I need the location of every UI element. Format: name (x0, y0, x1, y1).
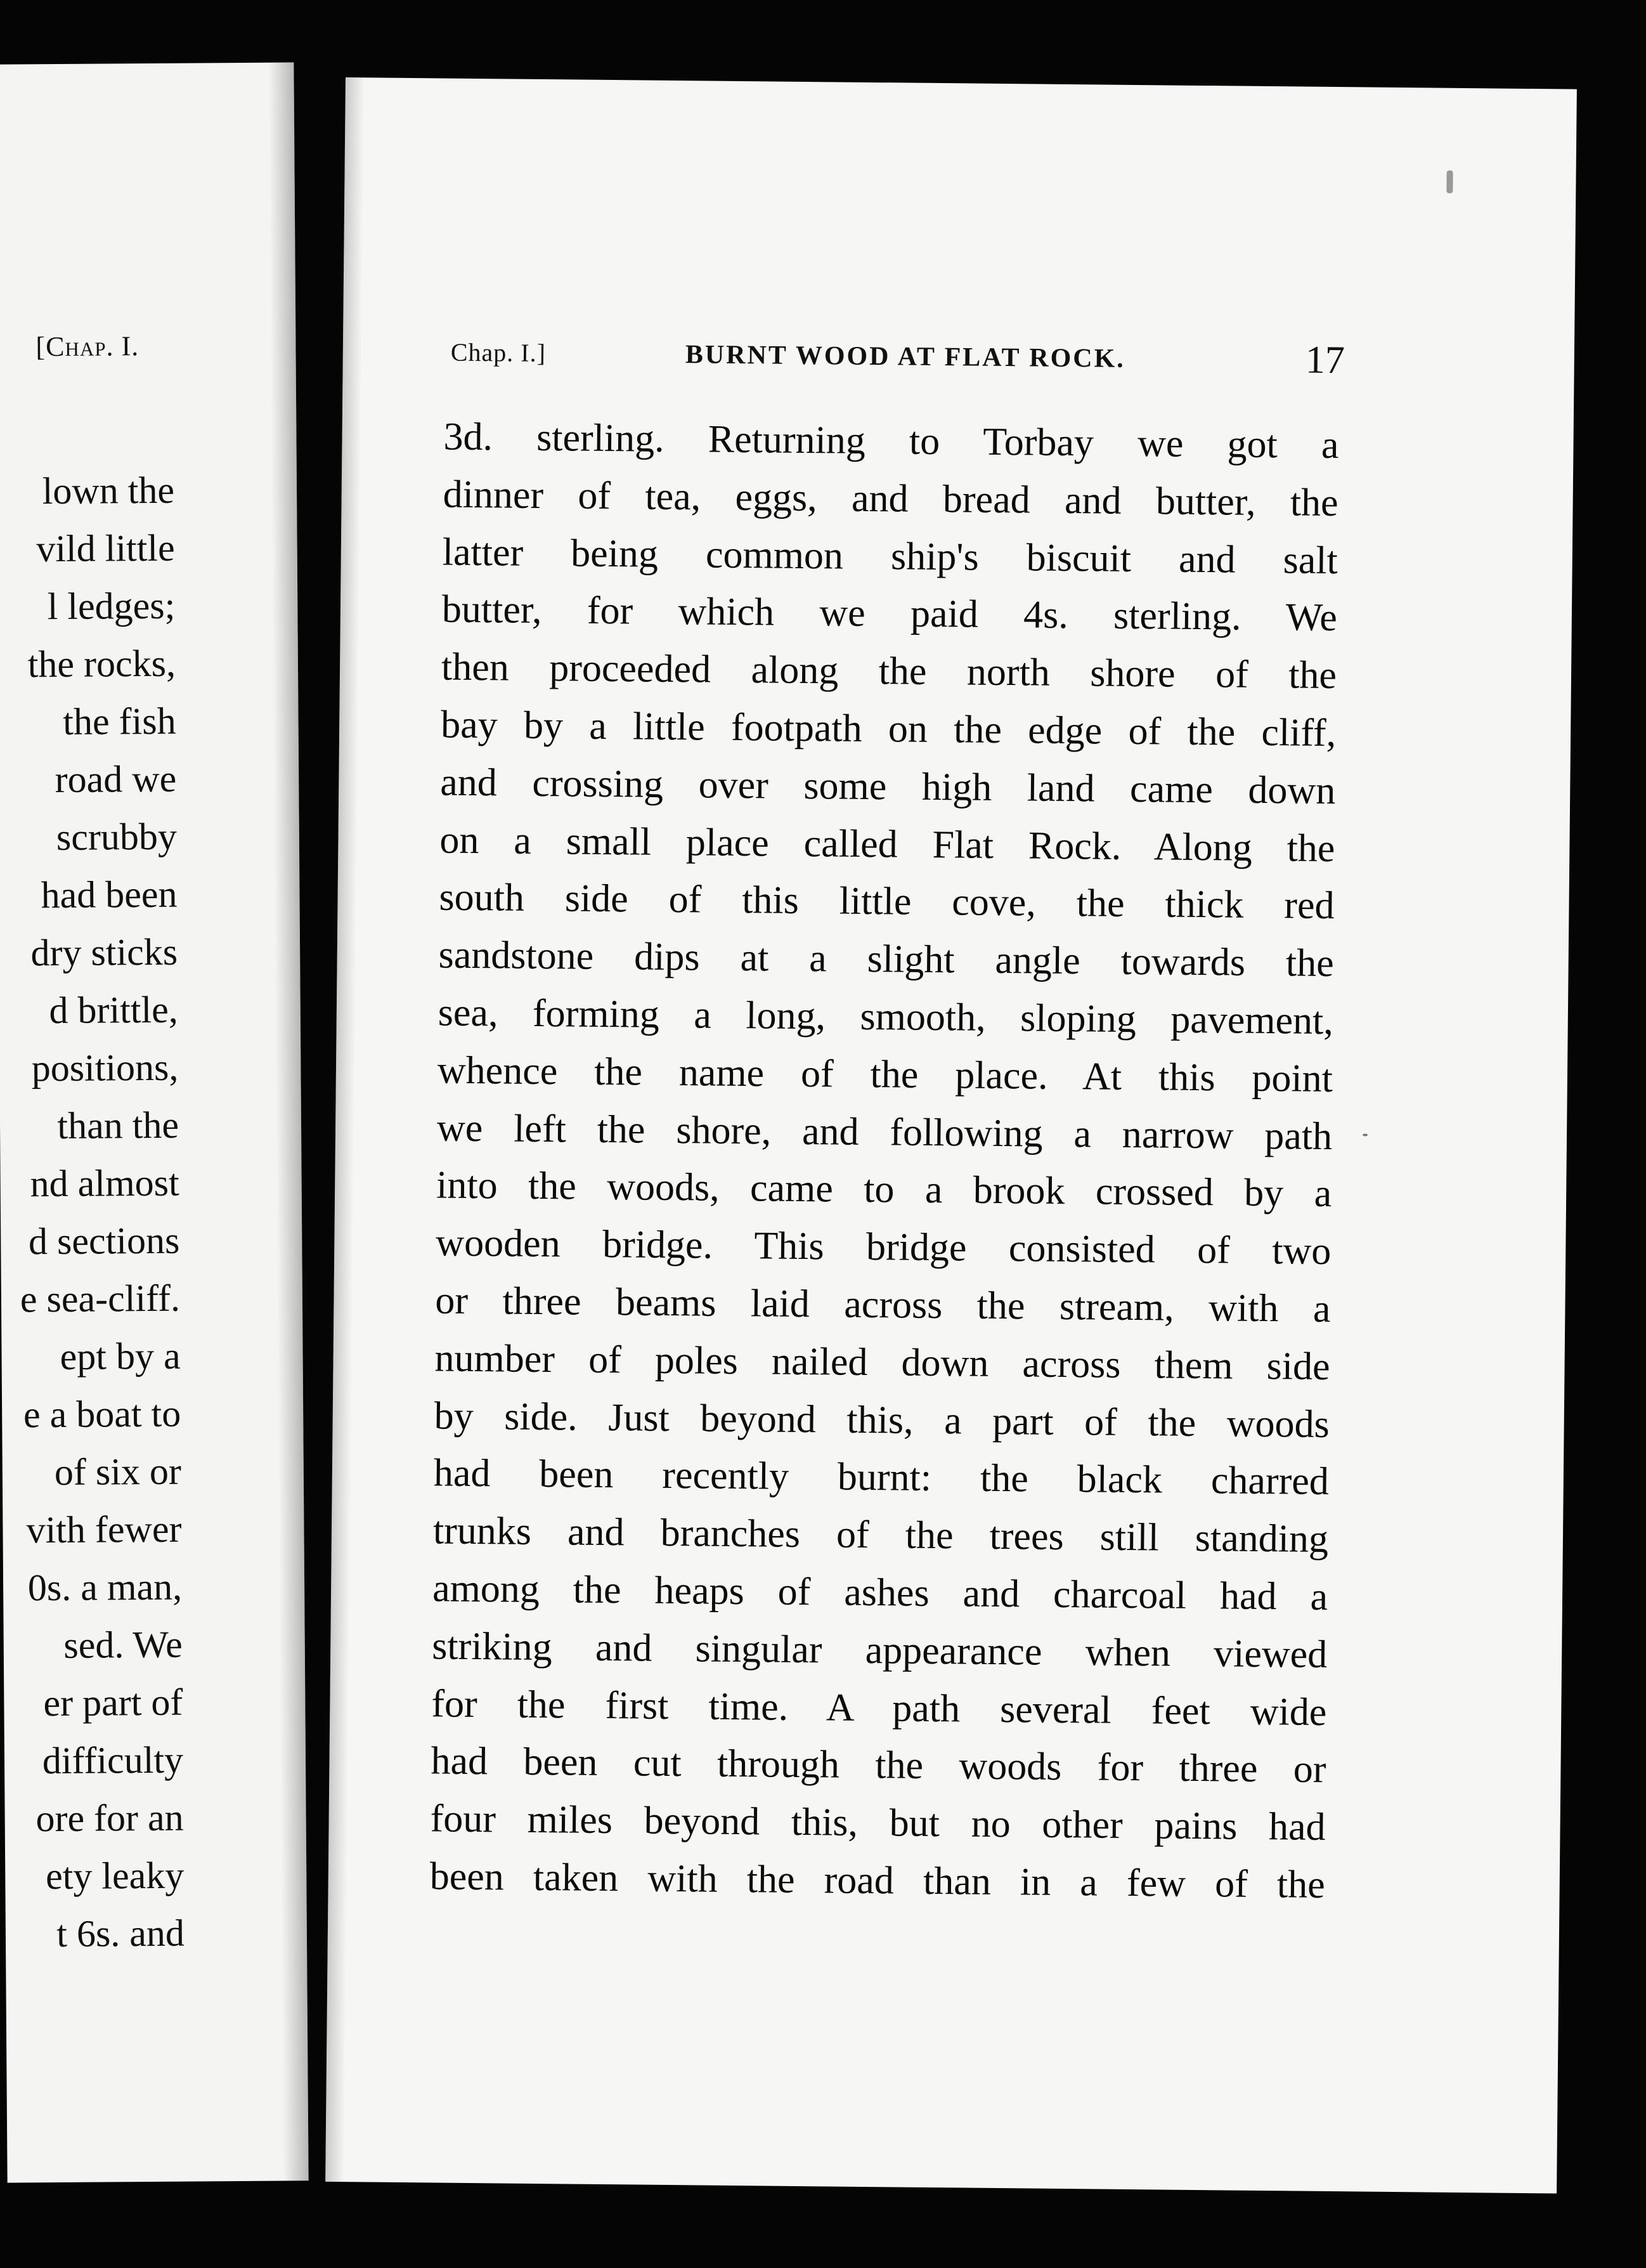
text-line: whence the name of the place. At this point (437, 1048, 1333, 1100)
text-line: latter being common ship's biscuit and salt (442, 530, 1338, 582)
text-line: bay by a little footpath on the edge of the cliff, (440, 703, 1337, 755)
text-line: had been cut through the woods for three or (431, 1739, 1326, 1792)
left-line: vith fewer (26, 1508, 182, 1551)
running-head-chapter: Chap. I.] (450, 337, 547, 368)
text-line: 3d. sterling. Returning to Torbay we got a (443, 415, 1339, 467)
left-line: of six or (54, 1450, 182, 1494)
text-line: four miles beyond this, but no other pains had (430, 1797, 1326, 1849)
text-line: then proceeded along the north shore of the (441, 645, 1337, 698)
paper-speck (1446, 171, 1453, 193)
text-line: south side of this little cove, the thick red (439, 875, 1335, 928)
paper-speck (1363, 1133, 1368, 1136)
left-page (0, 62, 309, 2182)
running-head (450, 332, 1345, 392)
text-line: dinner of tea, eggs, and bread and butter, the (443, 472, 1338, 525)
text-line: into the woods, came to a brook crossed by a (436, 1163, 1332, 1216)
left-line: vild little (36, 526, 175, 570)
left-line: nd almost (30, 1161, 179, 1205)
left-line: e sea-cliff. (20, 1277, 181, 1320)
text-line: number of poles nailed down across them side (434, 1336, 1330, 1388)
left-line: t 6s. and (56, 1912, 185, 1955)
text-line: striking and singular appearance when viewed (431, 1624, 1328, 1676)
left-line: difficulty (42, 1738, 184, 1782)
left-line: l ledges; (47, 584, 176, 628)
left-line: dry sticks (30, 930, 178, 974)
text-line: among the heaps of ashes and charcoal had a (432, 1567, 1328, 1619)
left-line: d brittle, (49, 988, 178, 1032)
left-line: sed. We (63, 1623, 183, 1666)
text-line: had been recently burnt: the black charred (433, 1451, 1330, 1504)
right-page (325, 77, 1577, 2193)
left-line: ept by a (60, 1334, 181, 1378)
left-line: ore for an (36, 1796, 184, 1840)
text-line: and crossing over some high land came down (440, 760, 1336, 812)
text-line: been taken with the road than in a few of the (429, 1854, 1326, 1906)
page-number: 17 (1305, 338, 1345, 382)
text-line: sea, forming a long, smooth, sloping pavement, (437, 991, 1334, 1043)
text-line: butter, for which we paid 4s. sterling. We (441, 587, 1338, 640)
left-line: er part of (43, 1681, 183, 1724)
text-line: on a small place called Flat Rock. Along the (439, 818, 1335, 870)
left-line: d sections (28, 1219, 180, 1263)
left-line: lown the (42, 469, 175, 512)
left-line: ety leaky (45, 1854, 185, 1898)
left-running-head: [Chap. I. (36, 330, 139, 363)
left-line: positions, (31, 1046, 179, 1090)
left-line: 0s. a man, (27, 1565, 183, 1609)
left-line: the rocks, (27, 642, 176, 686)
left-page-text (0, 462, 185, 1964)
text-line: for the first time. A path several feet wide (431, 1681, 1327, 1734)
text-line: or three beams laid across the stream, with a (435, 1279, 1331, 1331)
gutter-shadow (268, 62, 308, 2180)
left-line: road we (55, 757, 177, 801)
running-head-title: BURNT WOOD AT FLAT ROCK. (685, 340, 1125, 374)
left-line: had been (41, 873, 178, 916)
text-line: sandstone dips at a slight angle towards the (438, 933, 1334, 986)
text-line: by side. Just beyond this, a part of the woods (434, 1393, 1330, 1446)
page-shadow (325, 77, 365, 2182)
left-line: scrubby (56, 815, 178, 859)
left-line: e a boat to (23, 1392, 181, 1436)
left-line: the fish (63, 700, 176, 743)
body-text (429, 408, 1339, 1914)
left-line: than the (57, 1104, 179, 1147)
text-line: we left the shore, and following a narrow path (436, 1106, 1333, 1158)
text-line: trunks and branches of the trees still standing (432, 1509, 1329, 1561)
text-line: wooden bridge. This bridge consisted of two (436, 1221, 1332, 1274)
